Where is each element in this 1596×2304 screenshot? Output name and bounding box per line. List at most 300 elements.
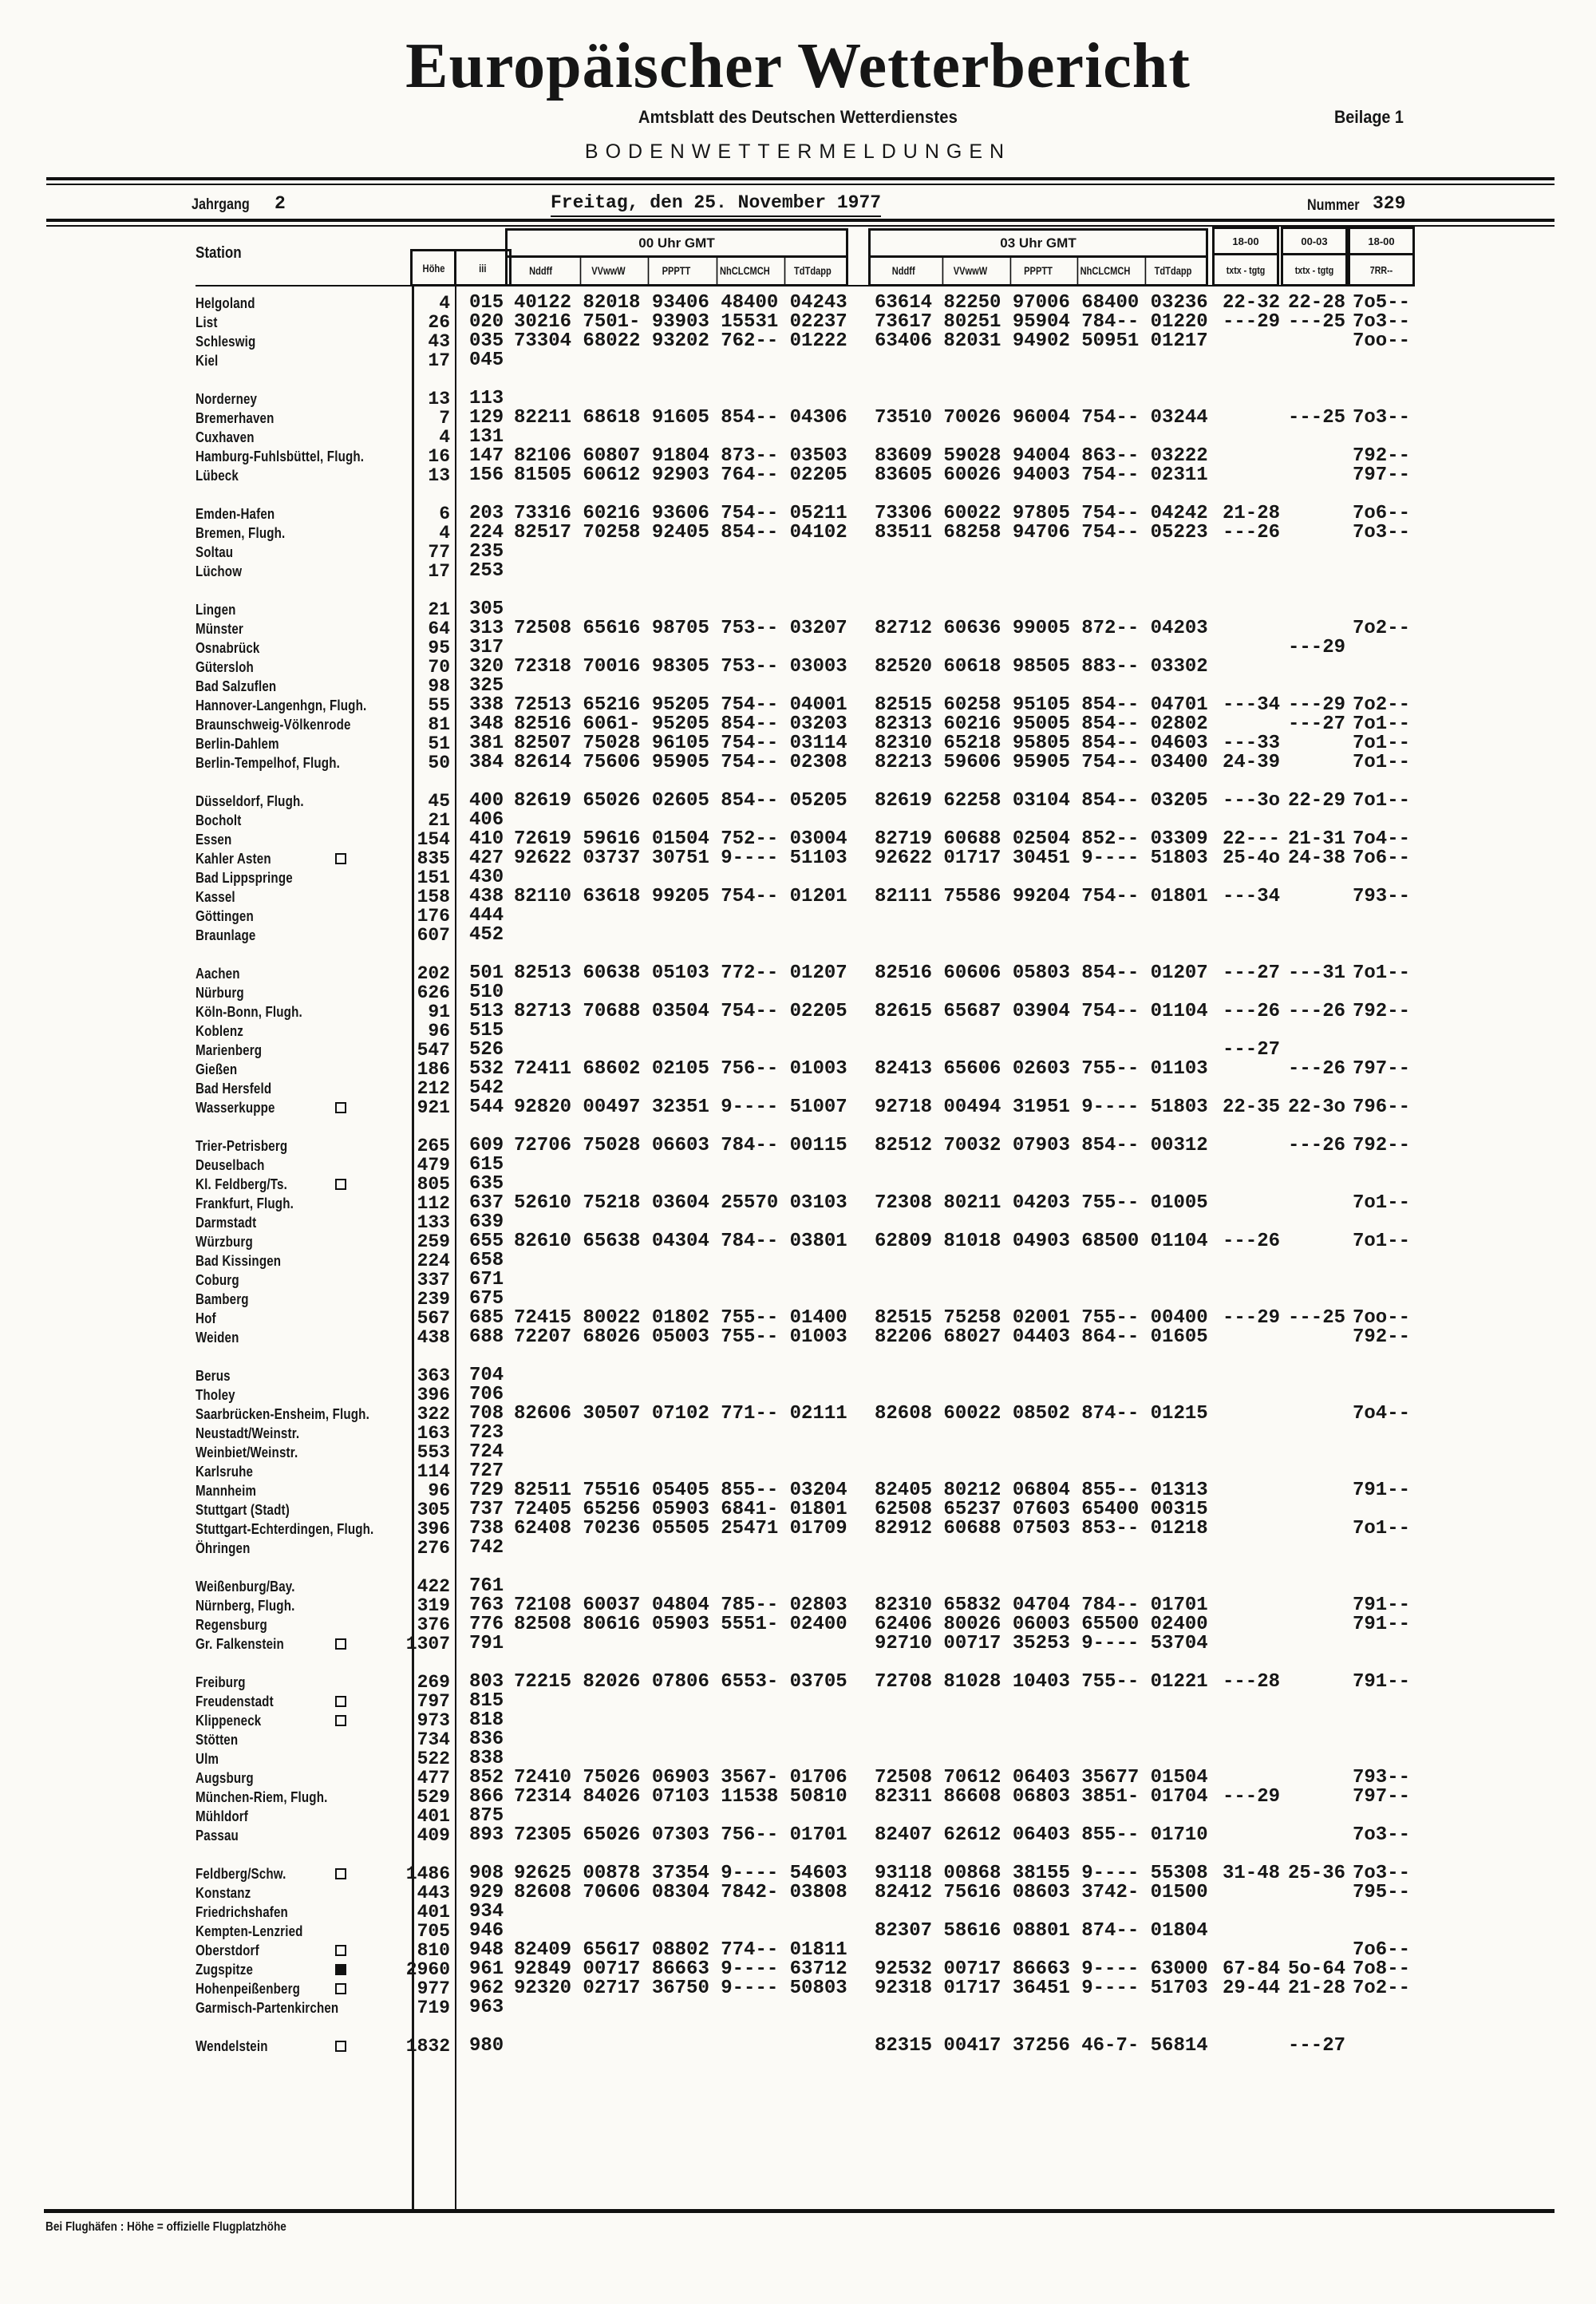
station-number: 381	[469, 733, 504, 754]
station-name: Mühldorf	[196, 1808, 249, 1824]
station-height: 529	[417, 1787, 450, 1808]
precip-group: 7o6--	[1353, 1939, 1411, 1961]
station-name: Braunschweig-Völkenrode	[196, 717, 351, 733]
synop-00-groups: 82606 30507 07102 771-- 02111	[514, 1403, 847, 1425]
station-height: 409	[417, 1825, 450, 1846]
synop-03-groups: 92532 00717 86663 9---- 63000	[875, 1958, 1208, 1980]
synop-00-groups: 82713 70688 03504 754-- 02205	[514, 1001, 847, 1022]
station-height: 202	[417, 963, 450, 984]
col-tdtdapp: TdTdapp	[1144, 258, 1199, 284]
synop-03-groups: 72508 70612 06403 35677 01504	[875, 1767, 1208, 1788]
station-name: Augsburg	[196, 1770, 254, 1786]
synop-00-groups: 82110 63618 99205 754-- 01201	[514, 886, 847, 907]
station-observation-line	[469, 734, 1413, 753]
station-observation-line	[469, 1271, 1413, 1290]
temp-extremes-00-03: 5o-64	[1288, 1958, 1346, 1980]
station-height: 21	[428, 810, 450, 831]
temp-extremes-00-03: ---31	[1288, 962, 1346, 984]
station-name: Nürburg	[196, 985, 244, 1001]
station-height: 1486	[405, 1863, 450, 1884]
synop-00-groups: 82610 65638 04304 784-- 03801	[514, 1231, 847, 1252]
station-name: Wasserkuppe	[196, 1100, 275, 1116]
station-marker-icon	[335, 1179, 346, 1190]
station-observation-line	[469, 715, 1413, 734]
precip-group: 797--	[1353, 1058, 1411, 1080]
table-row	[0, 332, 1596, 351]
station-name: Trier-Petrisberg	[196, 1138, 288, 1154]
synop-00-groups: 82106 60807 91804 873-- 03503	[514, 445, 847, 467]
station-height: 151	[417, 867, 450, 888]
column-ext-18-00	[1212, 227, 1279, 287]
synop-00-groups: 62408 70236 05505 25471 01709	[514, 1518, 847, 1539]
synop-03-groups: 62508 65237 07603 65400 00315	[875, 1499, 1208, 1520]
temp-extremes-18-00: ---34	[1223, 886, 1281, 907]
table-row	[0, 1692, 1596, 1711]
station-name: Hannover-Langenhgn, Flugh.	[196, 698, 367, 713]
table-row	[0, 1136, 1596, 1156]
station-number: 763	[469, 1595, 504, 1616]
station-number: 704	[469, 1365, 504, 1386]
synop-03-groups: 62406 80026 06003 65500 02400	[875, 1614, 1208, 1635]
table-row	[0, 389, 1596, 409]
station-height: 522	[417, 1749, 450, 1769]
station-height: 224	[417, 1251, 450, 1271]
station-observation-line	[469, 1462, 1413, 1481]
precip-group: 7o3--	[1353, 311, 1411, 333]
group-03-title: 03 Uhr GMT	[871, 231, 1206, 258]
station-number: 815	[469, 1690, 504, 1712]
table-row	[0, 619, 1596, 638]
station-number: 113	[469, 388, 504, 409]
station-observation-line	[469, 1424, 1413, 1443]
station-number: 430	[469, 867, 504, 888]
station-name: Gr. Falkenstein	[196, 1636, 284, 1652]
iii-label: iii	[479, 261, 487, 275]
station-number: 035	[469, 330, 504, 352]
station-number: 729	[469, 1480, 504, 1501]
station-name: Coburg	[196, 1272, 239, 1288]
station-height: 154	[417, 829, 450, 850]
section-heading: BODENWETTERMELDUNGEN	[584, 140, 1012, 163]
station-height: 96	[428, 1021, 450, 1041]
table-row	[0, 1883, 1596, 1903]
table-row	[0, 1673, 1596, 1692]
col-ppptt: PPPTT	[648, 258, 704, 284]
station-height: 705	[417, 1921, 450, 1942]
station-observation-line	[469, 1979, 1413, 1998]
synop-00-groups: 81505 60612 92903 764-- 02205	[514, 464, 847, 486]
table-row	[0, 792, 1596, 811]
station-name: Hof	[196, 1310, 216, 1326]
table-row	[0, 1903, 1596, 1922]
table-row	[0, 351, 1596, 370]
temp-extremes-00-03: 21-31	[1288, 828, 1346, 850]
station-number: 708	[469, 1403, 504, 1425]
col-ppptt: PPPTT	[1009, 258, 1065, 284]
synop-00-groups: 72415 80022 01802 755-- 01400	[514, 1307, 847, 1329]
table-row	[0, 1539, 1596, 1558]
ext1-period: 18-00	[1215, 229, 1277, 255]
station-name: Berus	[196, 1368, 231, 1384]
station-number: 852	[469, 1767, 504, 1788]
station-observation-line	[469, 753, 1413, 773]
station-name: Karlsruhe	[196, 1464, 254, 1480]
station-marker-icon	[335, 1983, 346, 1994]
number-label: Nummer	[1307, 197, 1360, 214]
table-row	[0, 1730, 1596, 1749]
station-name: Helgoland	[196, 295, 255, 311]
station-name: Konstanz	[196, 1885, 251, 1901]
table-row	[0, 887, 1596, 907]
temp-extremes-00-03: ---27	[1288, 713, 1346, 735]
station-name: Bremerhaven	[196, 410, 275, 426]
temp-extremes-18-00: ---29	[1223, 311, 1281, 333]
station-height: 1307	[405, 1634, 450, 1654]
station-number: 427	[469, 848, 504, 869]
synop-00-groups: 92625 00878 37354 9---- 54603	[514, 1863, 847, 1884]
synop-00-groups: 72108 60037 04804 785-- 02803	[514, 1595, 847, 1616]
group-00-title: 00 Uhr GMT	[508, 231, 846, 258]
station-height: 13	[428, 389, 450, 409]
station-height: 95	[428, 638, 450, 658]
station-number: 515	[469, 1020, 504, 1041]
supplement-label: Beilage 1	[1334, 107, 1404, 127]
station-number: 948	[469, 1939, 504, 1961]
precip-group: 7o3--	[1353, 407, 1411, 429]
footer-note: Bei Flughäfen : Höhe = offizielle Flugplatzhöhe	[45, 2220, 286, 2234]
station-height: 50	[428, 753, 450, 773]
station-number: 635	[469, 1173, 504, 1195]
synop-00-groups: 82516 6061- 95205 854-- 03203	[514, 713, 847, 735]
temp-extremes-18-00: 22---	[1223, 828, 1281, 850]
station-observation-line	[469, 1960, 1413, 1979]
station-observation-line	[469, 409, 1413, 428]
volume-value: 2	[275, 193, 286, 214]
table-row	[0, 1022, 1596, 1041]
station-name: Frankfurt, Flugh.	[196, 1195, 294, 1211]
station-observation-line	[469, 1194, 1413, 1213]
precip-group: 7o4--	[1353, 828, 1411, 850]
station-name: Stuttgart (Stadt)	[196, 1502, 290, 1518]
station-height: 805	[417, 1174, 450, 1195]
synop-00-groups: 72706 75028 06603 784-- 00115	[514, 1135, 847, 1156]
station-number: 400	[469, 790, 504, 812]
station-number: 929	[469, 1882, 504, 1903]
precip-group: 7o2--	[1353, 694, 1411, 716]
temp-extremes-18-00: 22-35	[1223, 1097, 1281, 1118]
column-rr-18-00	[1348, 227, 1415, 287]
station-number: 671	[469, 1269, 504, 1290]
table-row	[0, 811, 1596, 830]
station-name: Feldberg/Schw.	[196, 1866, 286, 1882]
table-row	[0, 1271, 1596, 1290]
station-height: 6	[439, 504, 450, 524]
station-height: 4	[439, 427, 450, 448]
temp-extremes-00-03: ---26	[1288, 1058, 1346, 1080]
precip-group: 7o2--	[1353, 1978, 1411, 1999]
table-row	[0, 868, 1596, 887]
station-height: 265	[417, 1136, 450, 1156]
station-observation-line	[469, 1385, 1413, 1405]
station-height: 305	[417, 1500, 450, 1520]
precip-group: 7o1--	[1353, 752, 1411, 773]
station-height: 553	[417, 1442, 450, 1463]
synop-00-groups: 73304 68022 93202 762-- 01222	[514, 330, 847, 352]
table-row	[0, 677, 1596, 696]
table-row	[0, 447, 1596, 466]
station-height: 337	[417, 1270, 450, 1290]
station-name: Kempten-Lenzried	[196, 1923, 303, 1939]
station-group	[0, 1366, 1596, 1558]
station-height: 77	[428, 542, 450, 563]
precip-group: 791--	[1353, 1671, 1411, 1693]
station-observation-line	[469, 1998, 1413, 2017]
station-name: Freudenstadt	[196, 1693, 274, 1709]
station-observation-line	[469, 1251, 1413, 1271]
station-name: Weiden	[196, 1330, 239, 1346]
ext3-code: 7RR--	[1369, 263, 1393, 276]
synop-00-groups: 52610 75218 03604 25570 03103	[514, 1192, 847, 1214]
station-height: 114	[417, 1461, 450, 1482]
synop-00-groups: 72508 65616 98705 753-- 03207	[514, 618, 847, 639]
table-row	[0, 466, 1596, 485]
precip-group: 797--	[1353, 1786, 1411, 1808]
station-height: 376	[417, 1614, 450, 1635]
station-observation-line	[469, 1002, 1413, 1022]
station-number: 791	[469, 1633, 504, 1654]
station-name: Ulm	[196, 1751, 219, 1767]
synop-03-groups: 82307 58616 08801 874-- 01804	[875, 1920, 1208, 1942]
synop-00-groups: 72405 65256 05903 6841- 01801	[514, 1499, 847, 1520]
station-name: Bad Salzuflen	[196, 678, 277, 694]
table-row	[0, 1615, 1596, 1634]
station-observation-line	[469, 619, 1413, 638]
station-number: 235	[469, 541, 504, 563]
station-group	[0, 792, 1596, 945]
station-group	[0, 600, 1596, 773]
synop-03-groups: 62809 81018 04903 68500 01104	[875, 1231, 1208, 1252]
table-row	[0, 1232, 1596, 1251]
temp-extremes-00-03: ---25	[1288, 311, 1346, 333]
station-observation-line	[469, 1136, 1413, 1156]
synop-03-groups: 73510 70026 96004 754-- 03244	[875, 407, 1208, 429]
station-observation-line	[469, 1290, 1413, 1309]
station-number: 639	[469, 1211, 504, 1233]
station-name: Klippeneck	[196, 1713, 262, 1729]
table-row	[0, 1520, 1596, 1539]
station-height: 4	[439, 523, 450, 543]
column-group-00-gmt	[505, 228, 848, 287]
station-observation-line	[469, 351, 1413, 370]
station-name: Stuttgart-Echterdingen, Flugh.	[196, 1521, 374, 1537]
station-table-body	[0, 294, 1596, 2075]
station-observation-line	[469, 964, 1413, 983]
synop-03-groups: 82213 59606 95905 754-- 03400	[875, 752, 1208, 773]
station-height: 443	[417, 1883, 450, 1903]
station-observation-line	[469, 1022, 1413, 1041]
station-number: 946	[469, 1920, 504, 1942]
station-height: 259	[417, 1231, 450, 1252]
station-height: 547	[417, 1040, 450, 1061]
synop-03-groups: 82608 60022 08502 874-- 01215	[875, 1403, 1208, 1425]
station-height: 1832	[405, 2036, 450, 2057]
table-row	[0, 1328, 1596, 1347]
col-tdtdapp: TdTdapp	[784, 258, 839, 284]
masthead-subtitle: Amtsblatt des Deutschen Wetterdienstes	[638, 107, 958, 127]
station-height: 212	[417, 1078, 450, 1099]
station-name: Essen	[196, 832, 232, 848]
station-number: 737	[469, 1499, 504, 1520]
station-height: 322	[417, 1404, 450, 1425]
temp-extremes-00-03: ---25	[1288, 1307, 1346, 1329]
station-name: Osnabrück	[196, 640, 260, 656]
temp-extremes-18-00: 29-44	[1223, 1978, 1281, 1999]
synop-03-groups: 82315 00417 37256 46-7- 56814	[875, 2035, 1208, 2057]
table-row	[0, 313, 1596, 332]
station-height: 51	[428, 733, 450, 754]
station-height: 319	[417, 1595, 450, 1616]
table-row	[0, 715, 1596, 734]
station-height: 96	[428, 1480, 450, 1501]
station-height: 396	[417, 1385, 450, 1405]
station-observation-line	[469, 849, 1413, 868]
synop-03-groups: 82515 60258 95105 854-- 04701	[875, 694, 1208, 716]
table-row	[0, 1960, 1596, 1979]
station-observation-line	[469, 638, 1413, 658]
temp-extremes-00-03: 22-29	[1288, 790, 1346, 812]
synop-03-groups: 82619 62258 03104 854-- 03205	[875, 790, 1208, 812]
station-observation-line	[469, 1060, 1413, 1079]
synop-00-groups: 30216 7501- 93903 15531 02237	[514, 311, 847, 333]
table-row	[0, 1251, 1596, 1271]
station-number: 320	[469, 656, 504, 678]
station-height: 479	[417, 1155, 450, 1176]
synop-03-groups: 82407 62612 06403 855-- 01710	[875, 1824, 1208, 1846]
station-number: 147	[469, 445, 504, 467]
precip-group: 7o1--	[1353, 1231, 1411, 1252]
synop-00-groups: 82409 65617 08802 774-- 01811	[514, 1939, 847, 1961]
table-row	[0, 696, 1596, 715]
table-row	[0, 1002, 1596, 1022]
station-observation-line	[469, 792, 1413, 811]
station-height: 626	[417, 982, 450, 1003]
station-name: Kl. Feldberg/Ts.	[196, 1176, 287, 1192]
station-name: Gießen	[196, 1061, 238, 1077]
station-height: 396	[417, 1519, 450, 1539]
table-row	[0, 1060, 1596, 1079]
synop-03-groups: 82111 75586 99204 754-- 01801	[875, 886, 1208, 907]
precip-group: 795--	[1353, 1882, 1411, 1903]
col-nddff: Nddff	[529, 265, 553, 277]
synop-00-groups: 82211 68618 91605 854-- 04306	[514, 407, 847, 429]
station-observation-line	[469, 983, 1413, 1002]
station-name: Norderney	[196, 391, 258, 407]
temp-extremes-00-03: ---27	[1288, 2035, 1346, 2057]
table-row	[0, 562, 1596, 581]
table-row	[0, 1922, 1596, 1941]
station-observation-line	[469, 1079, 1413, 1098]
station-number: 738	[469, 1518, 504, 1539]
station-marker-icon	[335, 853, 346, 864]
temp-extremes-18-00: 25-4o	[1223, 848, 1281, 869]
station-name: Braunlage	[196, 927, 256, 943]
station-height: 835	[417, 848, 450, 869]
table-row	[0, 294, 1596, 313]
station-number: 317	[469, 637, 504, 658]
precip-group: 7o3--	[1353, 1824, 1411, 1846]
precip-group: 7o1--	[1353, 1518, 1411, 1539]
station-observation-line	[469, 524, 1413, 543]
station-name: Neustadt/Weinstr.	[196, 1425, 300, 1441]
station-number: 961	[469, 1958, 504, 1980]
precip-group: 7o1--	[1353, 1192, 1411, 1214]
table-row	[0, 638, 1596, 658]
station-observation-line	[469, 1634, 1413, 1654]
station-group	[0, 1577, 1596, 1654]
synop-03-groups: 82719 60688 02504 852-- 03309	[875, 828, 1208, 850]
station-name: Berlin-Tempelhof, Flugh.	[196, 755, 340, 771]
station-height: 70	[428, 657, 450, 678]
synop-03-groups: 82311 86608 06803 3851- 01704	[875, 1786, 1208, 1808]
table-row	[0, 1175, 1596, 1194]
station-observation-line	[469, 543, 1413, 562]
table-row	[0, 734, 1596, 753]
precip-group: 7o1--	[1353, 790, 1411, 812]
issue-date: Freitag, den 25. November 1977	[551, 192, 881, 217]
table-row	[0, 1079, 1596, 1098]
station-height: 13	[428, 465, 450, 486]
table-row	[0, 1634, 1596, 1654]
precip-group: 797--	[1353, 464, 1411, 486]
station-name: Schleswig	[196, 334, 256, 350]
col-clouds: NhCLCMCH	[716, 258, 772, 284]
group-03-subheaders	[871, 258, 1206, 284]
station-group	[0, 2037, 1596, 2056]
station-name: Koblenz	[196, 1023, 243, 1039]
station-observation-line	[469, 658, 1413, 677]
synop-00-groups: 82511 75516 05405 855-- 03204	[514, 1480, 847, 1501]
table-row	[0, 1711, 1596, 1730]
temp-extremes-00-03: 24-38	[1288, 848, 1346, 869]
table-row	[0, 1462, 1596, 1481]
synop-03-groups: 82206 68027 04403 864-- 01605	[875, 1326, 1208, 1348]
station-height: 2960	[405, 1959, 450, 1980]
station-height: 4	[439, 293, 450, 314]
station-observation-line	[469, 1788, 1413, 1807]
ext1-code: txtx - tgtg	[1226, 263, 1266, 276]
station-number: 452	[469, 924, 504, 946]
synop-03-groups: 73617 80251 95904 784-- 01220	[875, 311, 1208, 333]
station-height: 98	[428, 676, 450, 697]
station-name: Stötten	[196, 1732, 239, 1748]
station-number: 934	[469, 1901, 504, 1923]
station-height: 112	[417, 1193, 450, 1214]
synop-03-groups: 82512 70032 07903 854-- 00312	[875, 1135, 1208, 1156]
station-group	[0, 1136, 1596, 1347]
table-row	[0, 1769, 1596, 1788]
table-row	[0, 1309, 1596, 1328]
temp-extremes-18-00: 24-39	[1223, 752, 1281, 773]
precip-group: 791--	[1353, 1480, 1411, 1501]
table-row	[0, 524, 1596, 543]
station-observation-line	[469, 294, 1413, 313]
table-row	[0, 1213, 1596, 1232]
temp-extremes-18-00: ---3o	[1223, 790, 1281, 812]
synop-03-groups: 93118 00868 38155 9---- 55308	[875, 1863, 1208, 1884]
station-height: 973	[417, 1710, 450, 1731]
table-row	[0, 1194, 1596, 1213]
temp-extremes-00-03: ---26	[1288, 1001, 1346, 1022]
